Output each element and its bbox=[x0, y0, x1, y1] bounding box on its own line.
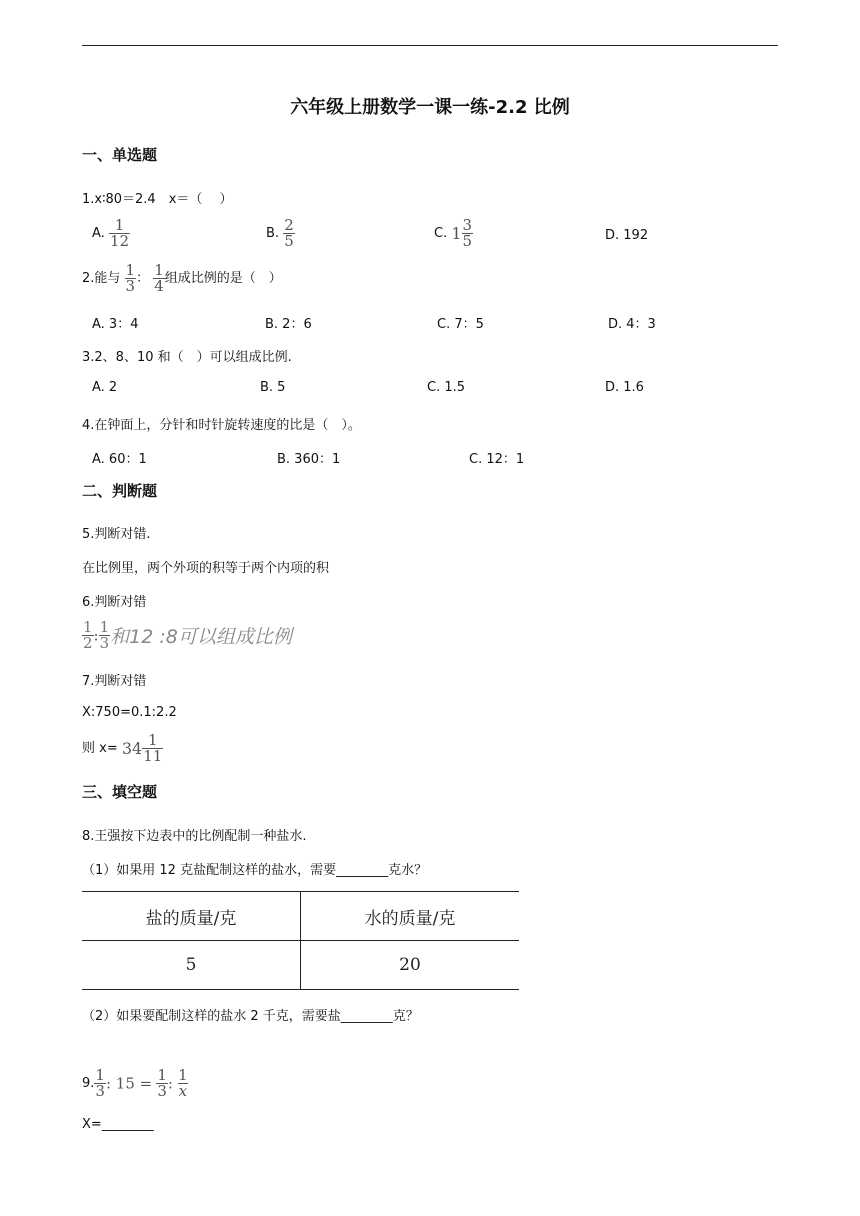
question-7-equation: X:750=0.1:2.2 bbox=[82, 705, 177, 720]
table-row bbox=[82, 941, 519, 990]
header-rule bbox=[82, 45, 778, 46]
mixed-whole: 1 bbox=[451, 224, 462, 243]
question-4-stem: 4.在钟面上，分针和时针旋转速度的比是（ ）。 bbox=[82, 418, 361, 433]
question-2-stem: 2.能与 $\frac{1}{3}$ ： $\frac{1}{4}$ 组成比例的是（ ） bbox=[82, 261, 282, 295]
option-label: A. bbox=[92, 226, 105, 241]
question-8-part-2: （2）如果要配制这样的盐水 2 千克，需要盐________克？ bbox=[82, 1009, 419, 1024]
question-1-option-a bbox=[92, 218, 130, 249]
section-heading-fill-blank: 三、填空题 bbox=[82, 783, 158, 801]
question-5-body: 在比例里，两个外项的积等于两个内项的积 bbox=[82, 561, 330, 576]
question-7-answer: 则 x= 34 $\frac{1}{11}$ bbox=[82, 731, 163, 765]
mixed-whole: 34 bbox=[121, 739, 143, 758]
table-header-cell: 水的质量/克 bbox=[301, 892, 520, 941]
question-1-option-c bbox=[434, 218, 473, 249]
question-1-option-b bbox=[266, 218, 295, 249]
section-heading-single-choice: 一、单选题 bbox=[82, 146, 158, 164]
option-label: B. bbox=[266, 226, 280, 241]
question-3-option-c: C. 1.5 bbox=[427, 380, 466, 395]
table-header-cell: 盐的质量/克 bbox=[82, 892, 301, 941]
question-7-stem: 7.判断对错 bbox=[82, 674, 147, 689]
question-1-stem: 1.x∶80＝2.4 x＝（ ） bbox=[82, 192, 233, 207]
question-3-stem: 3.2、8、10 和（ ）可以组成比例. bbox=[82, 350, 292, 365]
fraction: $\frac{1}{x}$ bbox=[178, 1066, 188, 1100]
question-2-option-b: B. 2：6 bbox=[265, 317, 312, 332]
question-1-option-d: D. 192 bbox=[605, 228, 649, 243]
fraction: $\frac{1}{3}$ bbox=[99, 618, 110, 652]
question-2-option-d: D. 4：3 bbox=[608, 317, 656, 332]
question-3-option-a: A. 2 bbox=[92, 380, 118, 395]
table-cell: 20 bbox=[301, 941, 520, 990]
question-2-option-c: C. 7：5 bbox=[437, 317, 484, 332]
table-header-row bbox=[82, 892, 519, 941]
fraction: $\frac{1}{11}$ bbox=[143, 731, 163, 765]
question-3-option-b: B. 5 bbox=[260, 380, 286, 395]
fraction: $\frac{1}{3}$ bbox=[125, 261, 136, 295]
fraction: $\frac{1}{3}$ bbox=[95, 1066, 105, 1100]
section-heading-true-false: 二、判断题 bbox=[82, 482, 158, 500]
salt-water-table bbox=[82, 891, 519, 990]
fraction: $\frac{1}{2}$ bbox=[83, 618, 93, 652]
page-title: 六年级上册数学一课一练-2.2 比例 bbox=[290, 97, 570, 118]
question-8-part-1: （1）如果用 12 克盐配制这样的盐水，需要________克水？ bbox=[82, 863, 428, 878]
question-4-option-c: C. 12：1 bbox=[469, 452, 525, 467]
question-3-option-d: D. 1.6 bbox=[605, 380, 644, 395]
fraction: $\frac{1}{12}$ bbox=[109, 216, 130, 250]
question-6-expression: $\frac{1}{2}$ : $\frac{1}{3}$ 和12 :8可以组成比例 bbox=[83, 618, 292, 652]
fraction: $\frac{2}{5}$ bbox=[284, 216, 294, 250]
question-9-answer: X=________ bbox=[82, 1117, 154, 1132]
fraction: $\frac{1}{3}$ bbox=[157, 1066, 167, 1100]
table-cell: 5 bbox=[82, 941, 301, 990]
question-6-stem: 6.判断对错 bbox=[82, 595, 147, 610]
option-label: C. bbox=[434, 226, 448, 241]
question-4-option-a: A. 60：1 bbox=[92, 452, 147, 467]
question-9-expression: 9. $\frac{1}{3}$ : 15 = $\frac{1}{3}$ : $\frac{1}{x}$ bbox=[82, 1066, 188, 1100]
question-4-option-b: B. 360：1 bbox=[277, 452, 341, 467]
question-5-stem: 5.判断对错. bbox=[82, 527, 151, 542]
fraction: $\frac{1}{4}$ bbox=[154, 261, 164, 295]
fraction: $\frac{3}{5}$ bbox=[462, 216, 473, 250]
question-8-stem: 8.王强按下边表中的比例配制一种盐水. bbox=[82, 829, 307, 844]
question-2-option-a: A. 3：4 bbox=[92, 317, 139, 332]
